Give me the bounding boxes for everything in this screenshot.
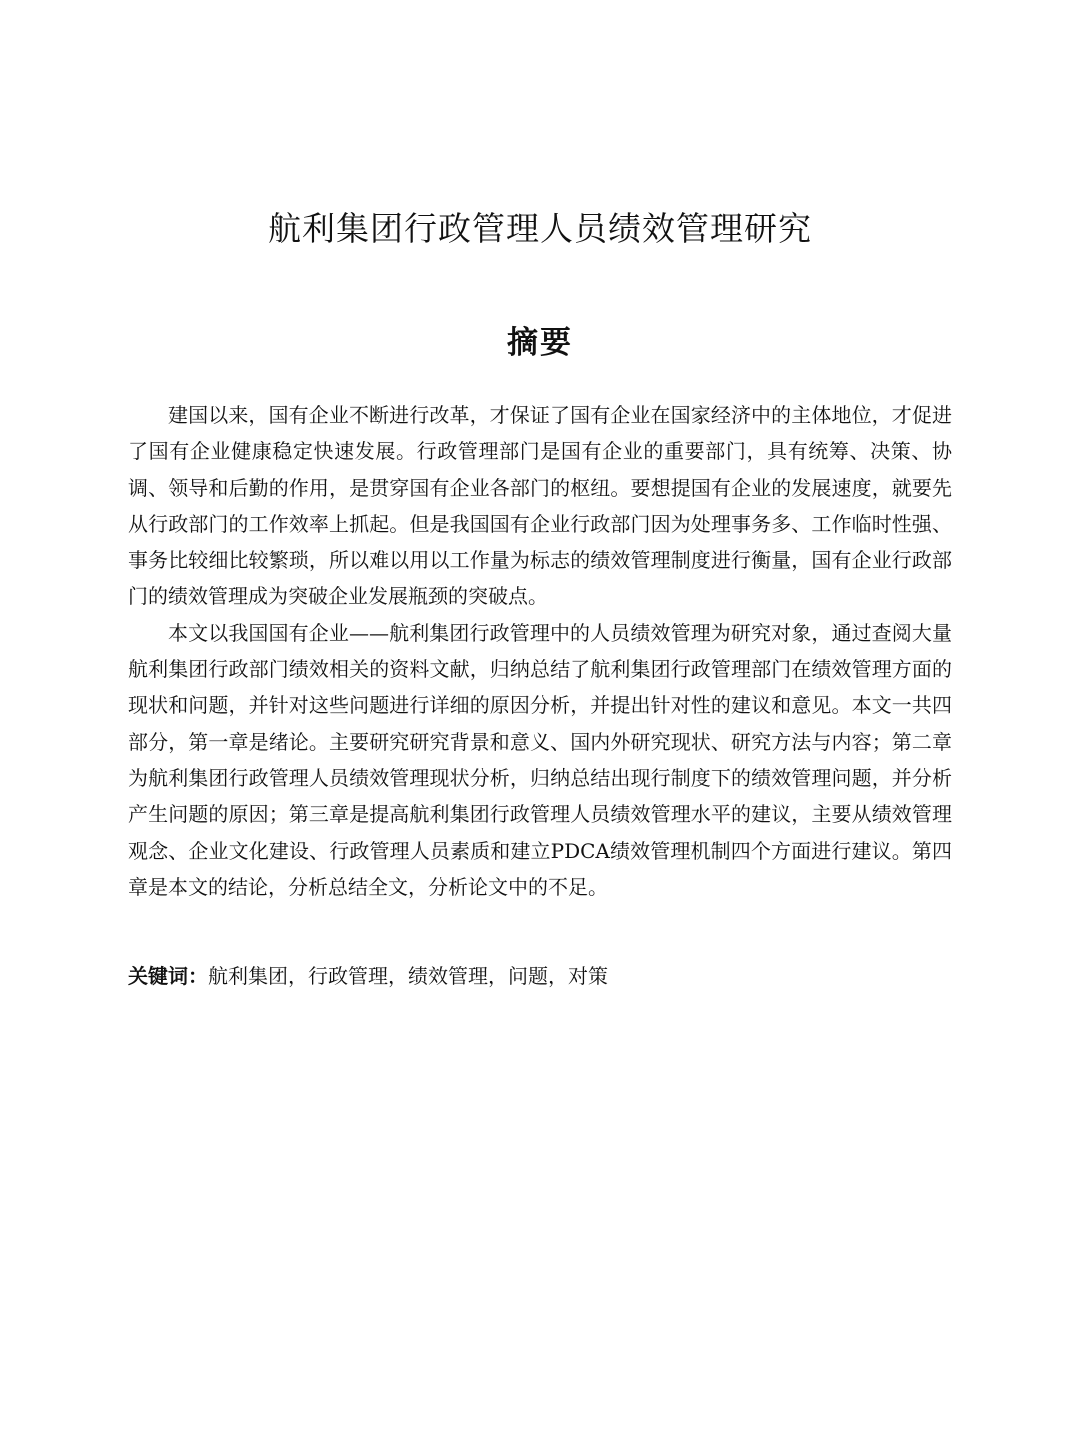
document-title: 航利集团行政管理人员绩效管理研究	[268, 209, 812, 248]
keywords-label: 关键词：	[128, 964, 208, 988]
abstract-heading: 摘要	[507, 325, 573, 361]
abstract-body	[128, 397, 952, 905]
abstract-paragraph-2: 本文以我国国有企业——航利集团行政管理中的人员绩效管理为研究对象，通过查阅大量航利集团行政部门绩效相关的资料文献，归纳总结了航利集团行政管理部门在绩效管理方面的现状和问题，并针对这些问题进行详细的原因分析，并提出针对性的建议和意见。本文一共四部分，第一章是绪论。主要研究研究背景和意义、国内外研究现状、研究方法与内容；第二章为航利集团行政管理人员绩效管理现状分析，归纳总结出现行制度下的绩效管理问题，并分析产生问题的原因；第三章是提高航利集团行政管理人员绩效管理水平的建议，主要从绩效管理观念、企业文化建设、行政管理人员素质和建立PDCA绩效管理机制四个方面进行建议。第四章是本文的结论，分析总结全文，分析论文中的不足。	[128, 620, 952, 899]
abstract-paragraph-1: 建国以来，国有企业不断进行改革，才保证了国有企业在国家经济中的主体地位，才促进了国有企业健康稳定快速发展。行政管理部门是国有企业的重要部门，具有统筹、决策、协调、领导和后勤的作用，是贯穿国有企业各部门的枢纽。要想提国有企业的发展速度，就要先从行政部门的工作效率上抓起。但是我国国有企业行政部门因为处理事务多、工作临时性强、事务比较细比较繁琐，所以难以用以工作量为标志的绩效管理制度进行衡量，国有企业行政部门的绩效管理成为突破企业发展瓶颈的突破点。	[128, 403, 952, 609]
keywords-text: 航利集团，行政管理，绩效管理，问题，对策	[208, 964, 608, 988]
keywords-line	[128, 958, 952, 994]
